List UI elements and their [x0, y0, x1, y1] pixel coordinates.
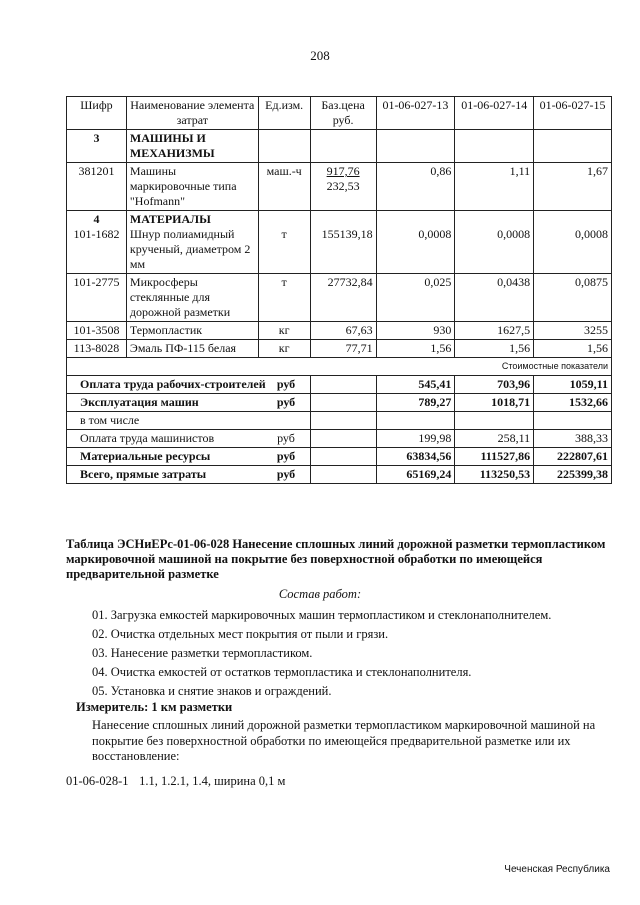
price-top: 917,76 — [326, 164, 360, 178]
section-title: МАШИНЫ И МЕХАНИЗМЫ — [126, 130, 258, 163]
operations-list — [92, 606, 551, 701]
row-v13: 0,86 — [376, 163, 455, 211]
table-header-row — [67, 97, 612, 130]
sostav-label: Состав работ: — [278, 587, 362, 601]
header-code: Шифр — [67, 97, 127, 130]
resource-table — [66, 96, 612, 484]
header-unit: Ед.изм. — [258, 97, 310, 130]
list-item: 05. Установка и снятие знаков и ограждений. — [92, 684, 332, 698]
summary-row: Всего, прямые затраты руб 65169,24 113250,53 225399,38 — [67, 466, 612, 484]
section-code: 4 101-1682 — [67, 211, 127, 274]
row-name: Машины маркировочные типа "Hofmann" — [126, 163, 258, 211]
list-item: 01. Загрузка емкостей маркировочных машин термопластиком и стеклонаполнителем. — [92, 608, 552, 622]
summary-row: Оплата труда рабочих-строителей руб 545,41 703,96 1059,11 — [67, 376, 612, 394]
description: Нанесение сплошных линий дорожной разметки термопластиком маркировочной машиной на покрытие без поверхностной обработки по имеющейся предварительной разметке или их восстановление: — [92, 718, 596, 763]
header-col-13: 01-06-027-13 — [376, 97, 455, 130]
row-v15: 1,67 — [534, 163, 612, 211]
row-unit: маш.-ч — [258, 163, 310, 211]
materials-section-row: 4 101-1682 МАТЕРИАЛЫ Шнур полиамидный крученый, диаметром 2 мм т 155139,18 0,0008 0,0008 0,0008 — [67, 211, 612, 274]
row-v14: 1,11 — [455, 163, 534, 211]
table-row: 101-2775 Микросферы стеклянные для дорожной разметки т 27732,84 0,025 0,0438 0,0875 — [67, 274, 612, 322]
header-col-15: 01-06-027-15 — [534, 97, 612, 130]
section-code: 3 — [67, 130, 127, 163]
list-item: 03. Нанесение разметки термопластиком. — [92, 646, 313, 660]
header-name: Наименование элемента затрат — [126, 97, 258, 130]
summary-row: Оплата труда машинистов руб 199,98 258,11 388,33 — [67, 430, 612, 448]
section-title-and-item: МАТЕРИАЛЫ Шнур полиамидный крученый, диаметром 2 мм — [126, 211, 258, 274]
table-row: 113-8028 Эмаль ПФ-115 белая кг 77,71 1,56 1,56 1,56 — [67, 340, 612, 358]
list-item: 02. Очистка отдельных мест покрытия от пыли и грязи. — [92, 627, 389, 641]
summary-row: Эксплуатация машин руб 789,27 1018,71 1532,66 — [67, 394, 612, 412]
header-price: Баз.цена руб. — [310, 97, 376, 130]
machines-section-row — [67, 130, 612, 163]
list-item: 04. Очистка емкостей от остатков термопластика и стеклонаполнителя. — [92, 665, 472, 679]
summary-row: Материальные ресурсы руб 63834,56 111527,86 222807,61 — [67, 448, 612, 466]
code-line — [66, 774, 285, 789]
norm-text: 1.1, 1.2.1, 1.4, ширина 0,1 м — [139, 774, 286, 788]
table-title: Таблица ЭСНиЕРс-01-06-028 Нанесение сплошных линий дорожной разметки термопластиком маркировочной машиной на покрытие без поверхностной обработки по имеющейся предварительной разметке — [66, 537, 606, 581]
price-bottom: 232,53 — [326, 179, 360, 193]
meter-label: Измеритель: 1 км разметки — [76, 700, 233, 714]
row-price — [310, 163, 376, 211]
norm-code: 01-06-028-1 — [66, 774, 129, 788]
table-row — [67, 163, 612, 211]
table-row: 101-3508 Термопластик кг 67,63 930 1627,5 3255 — [67, 322, 612, 340]
header-col-14: 01-06-027-14 — [455, 97, 534, 130]
cost-indicators-row — [67, 358, 612, 376]
footer-region: Чеченская Республика — [504, 864, 610, 875]
summary-row: в том числе — [67, 412, 612, 430]
row-code: 381201 — [67, 163, 127, 211]
cost-indicators-label: Стоимостные показатели — [67, 358, 612, 376]
page-number: 208 — [310, 48, 330, 63]
